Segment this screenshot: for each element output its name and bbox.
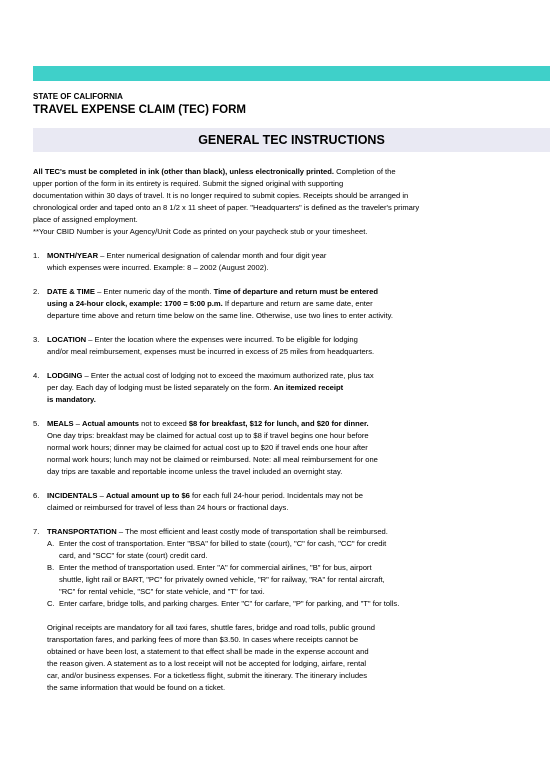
instructions-body xyxy=(33,166,538,694)
item-text: – The most efficient and least costly mode of transportation shall be reimbursed. xyxy=(116,527,388,536)
note-line: the same information that would be found on a ticket. xyxy=(47,683,226,692)
item-text: normal work hours; dinner may be claimed for actual cost up to $20 if travel ends one hour after xyxy=(47,443,368,452)
item-heading: LOCATION xyxy=(47,335,87,344)
item-text: which expenses were incurred. Example: 8 – 2002 (August 2002). xyxy=(47,263,269,272)
instruction-item-meals xyxy=(33,418,538,478)
cbid-note: **Your CBID Number is your Agency/Unit Code as printed on your paycheck stub or your timesheet. xyxy=(33,227,368,236)
intro-paragraph xyxy=(33,166,538,238)
item-text: and/or meal reimbursement, expenses must be incurred in excess of 25 miles from headquarters. xyxy=(47,347,375,356)
item-heading: DATE & TIME xyxy=(47,287,95,296)
instruction-item-lodging xyxy=(33,370,538,406)
item-emphasis: An itemized receipt xyxy=(273,383,344,392)
item-text: "RC" for rental vehicle, "SC" for state vehicle, and "T" for taxi. xyxy=(59,587,265,596)
note-line: obtained or have been lost, a statement to that effect shall be made in the expense account and xyxy=(47,647,369,656)
item-text: per day. Each day of lodging must be listed separately on the form. xyxy=(47,383,274,392)
item-text: If departure and return are same date, enter xyxy=(222,299,373,308)
item-emphasis: Actual amounts xyxy=(82,419,139,428)
item-text: Enter the cost of transportation. Enter "BSA" for billed to state (court), "C" for cash, "CC" for credit xyxy=(59,539,387,548)
instruction-item-month-year xyxy=(33,250,538,274)
sub-item-label: A. xyxy=(47,539,55,548)
item-text: shuttle, light rail or BART, "PC" for privately owned vehicle, "R" for railway, "RA" for rental aircraft, xyxy=(59,575,385,584)
item-text: for each full 24-hour period. Incidentals may not be xyxy=(189,491,363,500)
item-number: 5. xyxy=(33,419,40,428)
item-text: departure time above and return time below on the same line. Otherwise, use two lines to enter activity. xyxy=(47,311,393,320)
instruction-item-location xyxy=(33,334,538,358)
item-text: Enter carfare, bridge tolls, and parking charges. Enter "C" for carfare, "P" for parking, and "T" for tolls. xyxy=(59,599,400,608)
item-number: 1. xyxy=(33,251,40,260)
item-heading: LODGING xyxy=(47,371,83,380)
sub-item-a xyxy=(47,538,538,562)
item-text: – Enter numeric day of the month. xyxy=(94,287,214,296)
item-text: – Enter the actual cost of lodging not to exceed the maximum authorized rate, plus tax xyxy=(82,371,374,380)
item-text: – Enter numerical designation of calendar month and four digit year xyxy=(98,251,327,260)
note-line: Original receipts are mandatory for all taxi fares, shuttle fares, bridge and road tolls, public ground xyxy=(47,623,375,632)
item-text: not to exceed xyxy=(139,419,189,428)
item-number: 3. xyxy=(33,335,40,344)
intro-line: documentation within 30 days of travel. It is no longer required to submit copies. Receipts should be arranged in xyxy=(33,191,409,200)
instruction-item-incidentals xyxy=(33,490,538,514)
item-heading: MEALS xyxy=(47,419,74,428)
item-number: 6. xyxy=(33,491,40,500)
instruction-item-transportation xyxy=(33,526,538,610)
item-emphasis: using a 24-hour clock, example: 1700 = 5:00 p.m. xyxy=(47,299,223,308)
item-text: One day trips: breakfast may be claimed for actual cost up to $8 if travel begins one hour before xyxy=(47,431,369,440)
note-line: transportation fares, and parking fees of more than $3.50. In cases where receipts cannot be xyxy=(47,635,359,644)
item-heading: MONTH/YEAR xyxy=(47,251,99,260)
form-title: TRAVEL EXPENSE CLAIM (TEC) FORM xyxy=(33,104,246,116)
sub-item-label: C. xyxy=(47,599,55,608)
item-text: – xyxy=(73,419,83,428)
item-text: Enter the method of transportation used. Enter "A" for commercial airlines, "B" for bus, airport xyxy=(59,563,372,572)
item-number: 2. xyxy=(33,287,40,296)
item-heading: TRANSPORTATION xyxy=(47,527,117,536)
section-heading: GENERAL TEC INSTRUCTIONS xyxy=(33,128,550,152)
item-text: – xyxy=(97,491,106,500)
receipts-note xyxy=(33,622,538,694)
item-text: card, and "SCC" for state (court) credit card. xyxy=(59,551,208,560)
intro-line: Completion of the xyxy=(333,167,396,176)
item-emphasis: Time of departure and return must be entered xyxy=(213,287,378,296)
note-line: car, and/or business expenses. For a ticketless flight, submit the itinerary. The itinerary includes xyxy=(47,671,368,680)
item-emphasis: Actual amount up to $6 xyxy=(105,491,190,500)
item-emphasis: $8 for breakfast, $12 for lunch, and $20 for dinner. xyxy=(188,419,369,428)
sub-item-c xyxy=(47,598,538,610)
note-line: the reason given. A statement as to a lost receipt will not be accepted for lodging, airfare, rental xyxy=(47,659,367,668)
item-text: normal work hours; lunch may not be claimed or reimbursed. Note: all meal reimbursement for one xyxy=(47,455,378,464)
item-text: claimed or reimbursed for travel of less than 24 hours or fractional days. xyxy=(47,503,289,512)
item-heading: INCIDENTALS xyxy=(47,491,98,500)
item-emphasis: is mandatory. xyxy=(47,395,96,404)
intro-line: place of assigned employment. xyxy=(33,215,138,224)
state-label: STATE OF CALIFORNIA xyxy=(33,92,123,101)
item-text: day trips are taxable and reportable income unless the travel included an overnight stay. xyxy=(47,467,343,476)
intro-bold-lead: All TEC's must be completed in ink (other than black), unless electronically printed. xyxy=(33,167,334,176)
item-number: 7. xyxy=(33,527,40,536)
instruction-item-date-time xyxy=(33,286,538,322)
intro-line: chronological order and taped onto an 8 1/2 x 11 sheet of paper. "Headquarters" is defined as the traveler's primary xyxy=(33,203,420,212)
sub-item-b xyxy=(47,562,538,598)
header-color-bar xyxy=(33,66,550,81)
intro-line: upper portion of the form in its entirety is required. Submit the signed original with supporting xyxy=(33,179,344,188)
item-number: 4. xyxy=(33,371,40,380)
sub-item-label: B. xyxy=(47,563,55,572)
item-text: – Enter the location where the expenses were incurred. To be eligible for lodging xyxy=(86,335,358,344)
